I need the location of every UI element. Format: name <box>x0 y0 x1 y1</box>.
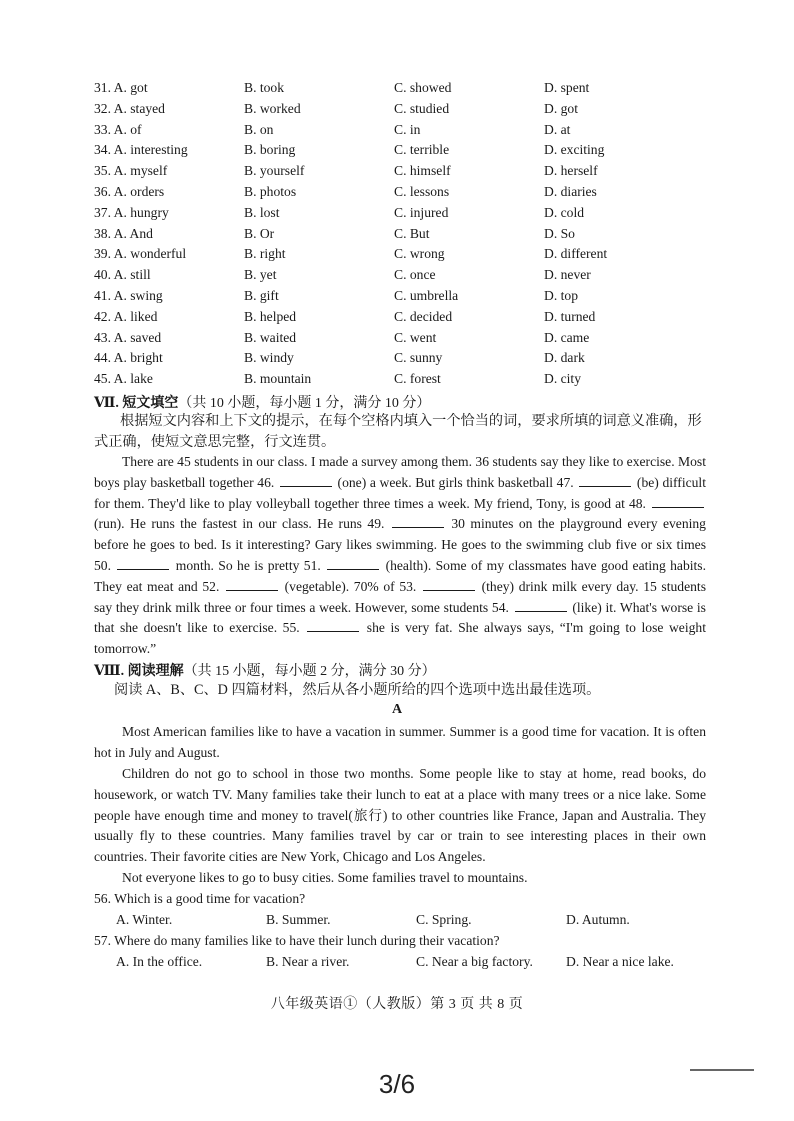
choice-option[interactable]: B. photos <box>244 183 297 199</box>
choice-option[interactable]: B. lost <box>244 204 280 220</box>
choice-option[interactable]: 43. A. saved <box>94 329 162 345</box>
question-56: 56. Which is a good time for vacation? <box>94 891 306 906</box>
section-8-instruction: 阅读 A、B、C、D 四篇材料，然后从各小题所给的四个选项中选出最佳选项。 <box>114 682 601 698</box>
choice-option[interactable]: 33. A. of <box>94 121 142 137</box>
choice-option[interactable]: D. herself <box>544 163 598 179</box>
choice-option[interactable]: 38. A. And <box>94 225 153 241</box>
blank-52[interactable] <box>226 578 278 591</box>
page-footer: 八年级英语①（人教版）第 3 页 共 8 页 <box>270 997 524 1012</box>
choice-option[interactable]: 45. A. lake <box>94 371 153 387</box>
choice-row <box>94 286 714 307</box>
choice-row <box>94 161 714 182</box>
blank-50[interactable] <box>117 557 169 570</box>
choice-option[interactable]: D. cold <box>544 204 585 220</box>
choice-option[interactable]: D. at <box>544 121 571 137</box>
choice-option[interactable]: 40. A. still <box>94 267 151 283</box>
reading-para-2: Children do not go to school in those two months. Some people like to stay at home, read books, do housework, or watch TV. Many families take their lunch to eat at a place with many trees or a nice lake. Some people have enough time and money to travel(旅行) to other countries like France, Japan and Australia. They usually fly to these countries. Many families travel by car or train to see interesting places in their own countries. Their favorite cities are New York, Chicago and Los Angeles. <box>94 766 706 865</box>
choice-option[interactable]: 42. A. liked <box>94 308 158 324</box>
choice-table <box>94 78 714 390</box>
q57-option-b[interactable]: B. Near a river. <box>266 954 350 969</box>
choice-option[interactable]: 35. A. myself <box>94 163 168 179</box>
blank-51[interactable] <box>327 557 379 570</box>
choice-option[interactable]: C. umbrella <box>394 287 459 303</box>
question-57: 57. Where do many families like to have their lunch during their vacation? <box>94 933 500 948</box>
choice-option[interactable]: C. injured <box>394 204 449 220</box>
choice-option[interactable]: B. windy <box>244 350 294 366</box>
choice-option[interactable]: B. yourself <box>244 163 305 179</box>
choice-option[interactable]: D. top <box>544 287 578 303</box>
choice-option[interactable]: 41. A. swing <box>94 287 163 303</box>
choice-option[interactable]: D. different <box>544 246 608 262</box>
choice-option[interactable]: C. once <box>394 267 436 283</box>
q56-option-d[interactable]: D. Autumn. <box>566 912 630 927</box>
choice-option[interactable]: C. in <box>394 121 421 137</box>
passage-label: A <box>391 702 403 717</box>
choice-option[interactable]: B. took <box>244 80 285 95</box>
q57-option-c[interactable]: C. Near a big factory. <box>416 954 533 969</box>
blank-49[interactable] <box>392 515 444 528</box>
q57-option-d[interactable]: D. Near a nice lake. <box>566 954 674 969</box>
reading-para-1: Most American families like to have a vacation in summer. Summer is a good time for vacation. It is often hot in July and August. <box>94 724 706 760</box>
choice-option[interactable]: D. spent <box>544 80 590 95</box>
section-7-instruction: 根据短文内容和上下文的提示，在每个空格内填入一个恰当的词，要求所填的词意义准确，形式正确，使短文意思完整，行文连贯。 <box>94 413 702 450</box>
choice-option[interactable]: D. So <box>544 225 575 241</box>
choice-option[interactable]: D. turned <box>544 308 596 324</box>
choice-option[interactable]: B. right <box>244 246 286 262</box>
choice-option[interactable]: C. studied <box>394 100 450 116</box>
choice-row <box>94 140 714 161</box>
choice-option[interactable]: B. waited <box>244 329 297 345</box>
choice-option[interactable]: C. terrible <box>394 142 450 158</box>
choice-option[interactable]: 34. A. interesting <box>94 142 188 158</box>
blank-48[interactable] <box>652 495 704 508</box>
choice-option[interactable]: 31. A. got <box>94 80 148 95</box>
choice-row <box>94 203 714 224</box>
choice-option[interactable]: D. came <box>544 329 590 345</box>
question-57-options <box>116 954 716 970</box>
choice-option[interactable]: D. dark <box>544 350 585 366</box>
section-8-heading: Ⅷ. 阅读理解（共 15 小题，每小题 2 分，满分 30 分） <box>94 664 436 679</box>
choice-option[interactable]: C. himself <box>394 163 451 179</box>
q57-option-a[interactable]: A. In the office. <box>116 954 203 969</box>
choice-option[interactable]: B. boring <box>244 142 296 158</box>
choice-option[interactable]: C. sunny <box>394 350 443 366</box>
choice-row <box>94 348 714 369</box>
page-indicator: 3/6 <box>378 1069 416 1099</box>
q56-option-b[interactable]: B. Summer. <box>266 912 331 927</box>
cloze-passage: There are 45 students in our class. I made a survey among them. 36 students say they like to exercise. Most boys play basketball together 46. (one) a week. But girls think basketball 47. (be) difficult for them. They'd like to play volleyball together three times a week. My friend, Tony, is good at 48. (run). He runs the fastest in our class. He runs 49. 30 minutes on the playground every evening before he goes to bed. Is it interesting? Gary likes swimming. He goes to the swimming club five or six times 50. month. So he is pretty 51. (health). Some of my classmates have good eating habits. They eat meat and 52. (vegetable). 70% of 53. (they) drink milk every day. 15 students say they drink milk three or four times a week. However, some students 54. (like) it. What's worse is that she doesn't like to exercise. 55. she is very fat. She always says, “I'm going to lose weight tomorrow.” <box>94 454 706 657</box>
blank-47[interactable] <box>579 474 631 487</box>
choice-row <box>94 328 714 349</box>
blank-54[interactable] <box>515 599 567 612</box>
choice-option[interactable]: C. But <box>394 225 430 241</box>
choice-row <box>94 120 714 141</box>
choice-option[interactable]: B. on <box>244 121 274 137</box>
choice-option[interactable]: 44. A. bright <box>94 350 163 366</box>
choice-row <box>94 369 714 390</box>
choice-option[interactable]: D. diaries <box>544 183 597 199</box>
choice-option[interactable]: B. mountain <box>244 371 312 387</box>
choice-option[interactable]: D. city <box>544 371 581 387</box>
choice-row <box>94 244 714 265</box>
section-7-heading: Ⅶ. 短文填空（共 10 小题，每小题 1 分，满分 10 分） <box>94 396 431 411</box>
blank-53[interactable] <box>423 578 475 591</box>
choice-option[interactable]: 37. A. hungry <box>94 204 169 220</box>
choice-option[interactable]: B. worked <box>244 100 301 116</box>
choice-row <box>94 99 714 120</box>
choice-option[interactable]: C. went <box>394 329 437 345</box>
choice-option[interactable]: C. showed <box>394 80 452 95</box>
choice-row <box>94 224 714 245</box>
choice-row <box>94 78 714 99</box>
choice-option[interactable]: C. wrong <box>394 246 445 262</box>
choice-option[interactable]: B. Or <box>244 225 275 241</box>
choice-option[interactable]: 32. A. stayed <box>94 100 165 116</box>
choice-option[interactable]: D. never <box>544 267 591 283</box>
choice-option[interactable]: C. forest <box>394 371 441 387</box>
choice-option[interactable]: 39. A. wonderful <box>94 246 187 262</box>
choice-row <box>94 182 714 203</box>
choice-option[interactable]: C. decided <box>394 308 453 324</box>
choice-row <box>94 307 714 328</box>
choice-row <box>94 265 714 286</box>
question-56-options <box>116 912 716 928</box>
choice-option[interactable]: 36. A. orders <box>94 183 165 199</box>
choice-option[interactable]: B. yet <box>244 267 277 283</box>
reading-para-3: Not everyone likes to go to busy cities. Some families travel to mountains. <box>122 870 528 885</box>
choice-option[interactable]: B. gift <box>244 287 279 303</box>
q56-option-c[interactable]: C. Spring. <box>416 912 472 927</box>
blank-55[interactable] <box>307 619 359 632</box>
choice-option[interactable]: D. exciting <box>544 142 605 158</box>
q56-option-a[interactable]: A. Winter. <box>116 912 173 927</box>
choice-option[interactable]: D. got <box>544 100 578 116</box>
blank-46[interactable] <box>280 474 332 487</box>
choice-option[interactable]: C. lessons <box>394 183 450 199</box>
choice-option[interactable]: B. helped <box>244 308 297 324</box>
